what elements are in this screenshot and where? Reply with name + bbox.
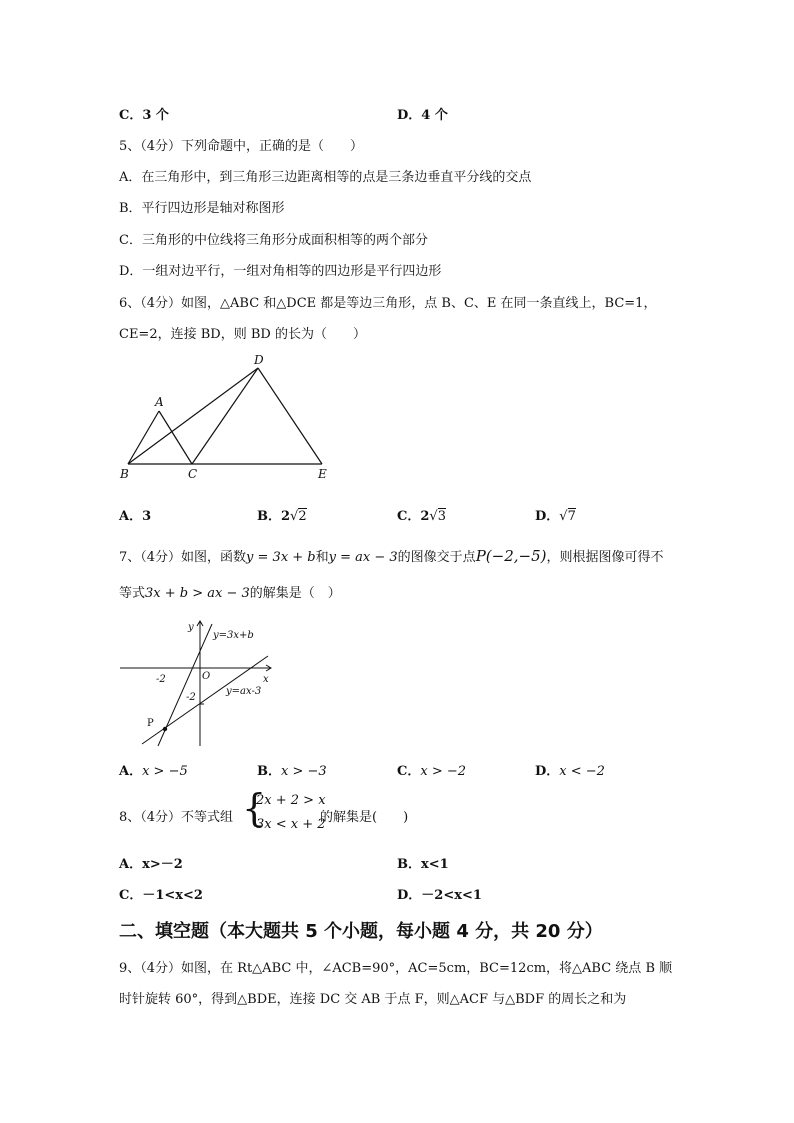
side-cd xyxy=(192,368,258,464)
q8-brace: { xyxy=(242,786,267,830)
q9-line2: 时针旋转 60°，得到△BDE，连接 DC 交 AB 于点 F，则△ACF 与△BDF 的周长之和为 xyxy=(119,992,627,1007)
q4-option-c: C．3 个 xyxy=(119,108,169,123)
q6-option-c: C．2√3 xyxy=(397,509,446,524)
label-e: E xyxy=(318,467,327,481)
q8-inequality-1: 2x + 2 > x xyxy=(256,793,326,808)
q8-stem-suffix: 的解集是( ) xyxy=(320,810,409,825)
graph-tick-x: -2 xyxy=(156,674,166,685)
q8-stem-prefix: 8、（4分）不等式组 xyxy=(119,810,234,825)
q6-option-b: B．2√2 xyxy=(257,509,307,524)
side-de xyxy=(258,368,322,464)
graph-line2-label: y=ax-3 xyxy=(226,686,262,697)
q5-option-a: A．在三角形中，到三角形三边距离相等的点是三条边垂直平分线的交点 xyxy=(119,170,532,185)
q5-option-b: B．平行四边形是轴对称图形 xyxy=(119,201,285,216)
q8-option-d: D．－2<x<1 xyxy=(397,888,482,903)
line-y-ax-minus-3 xyxy=(142,656,268,744)
q7-option-b: B．x > −3 xyxy=(257,764,327,779)
q6-stem-line1: 6、（4分）如图，△ABC 和△DCE 都是等边三角形，点 B、C、E 在同一条直线上，BC=1， xyxy=(119,296,657,311)
label-a: A xyxy=(155,395,164,409)
section-heading: 二、填空题（本大题共 5 个小题，每小题 4 分，共 20 分） xyxy=(119,921,603,942)
segment-bd xyxy=(128,368,258,464)
q8-option-b: B．x<1 xyxy=(397,857,449,872)
q5-stem: 5、（4分）下列命题中，正确的是（ ） xyxy=(119,139,364,154)
label-b: B xyxy=(120,467,129,481)
q5-option-d: D．一组对边平行，一组对角相等的四边形是平行四边形 xyxy=(119,264,442,279)
q7-option-c: C．x > −2 xyxy=(397,764,467,779)
graph-point-label: P xyxy=(147,718,154,729)
point-p xyxy=(163,727,167,731)
q7-option-d: D．x < −2 xyxy=(535,764,605,779)
graph-y-label: y xyxy=(188,622,194,633)
q7-graph xyxy=(118,616,278,751)
q4-option-d: D．4 个 xyxy=(397,108,448,123)
q8-option-c: C．－1<x<2 xyxy=(119,888,203,903)
q6-option-d: D．√7 xyxy=(535,509,576,524)
q6-triangle-figure xyxy=(110,350,340,485)
graph-x-label: x xyxy=(263,674,269,685)
graph-line1-label: y=3x+b xyxy=(213,630,254,641)
q7-stem-line2: 等式3x + b > ax − 3的解集是（ ） xyxy=(119,586,341,601)
q7-option-a: A．x > −5 xyxy=(119,764,188,779)
q6-stem-line2: CE=2，连接 BD，则 BD 的长为（ ） xyxy=(119,327,366,342)
q5-option-c: C．三角形的中位线将三角形分成面积相等的两个部分 xyxy=(119,233,428,248)
label-d: D xyxy=(254,353,264,367)
q8-option-a: A．x>－2 xyxy=(119,857,183,872)
q7-stem-line1: 7、（4分）如图，函数y = 3x + b和y = ax − 3的图像交于点P(−2,−5)，则根据图像可得不 xyxy=(119,547,664,565)
label-c: C xyxy=(188,467,198,481)
graph-origin-label: O xyxy=(202,671,211,682)
q6-option-a: A．3 xyxy=(119,509,152,524)
side-ba xyxy=(128,411,159,464)
q8-inequality-2: 3x < x + 2 xyxy=(256,817,326,832)
q9-line1: 9、（4分）如图，在 Rt△ABC 中，∠ACB=90°，AC=5cm，BC=12cm，将△ABC 绕点 B 顺 xyxy=(119,961,673,976)
graph-tick-y: -2 xyxy=(186,692,196,703)
